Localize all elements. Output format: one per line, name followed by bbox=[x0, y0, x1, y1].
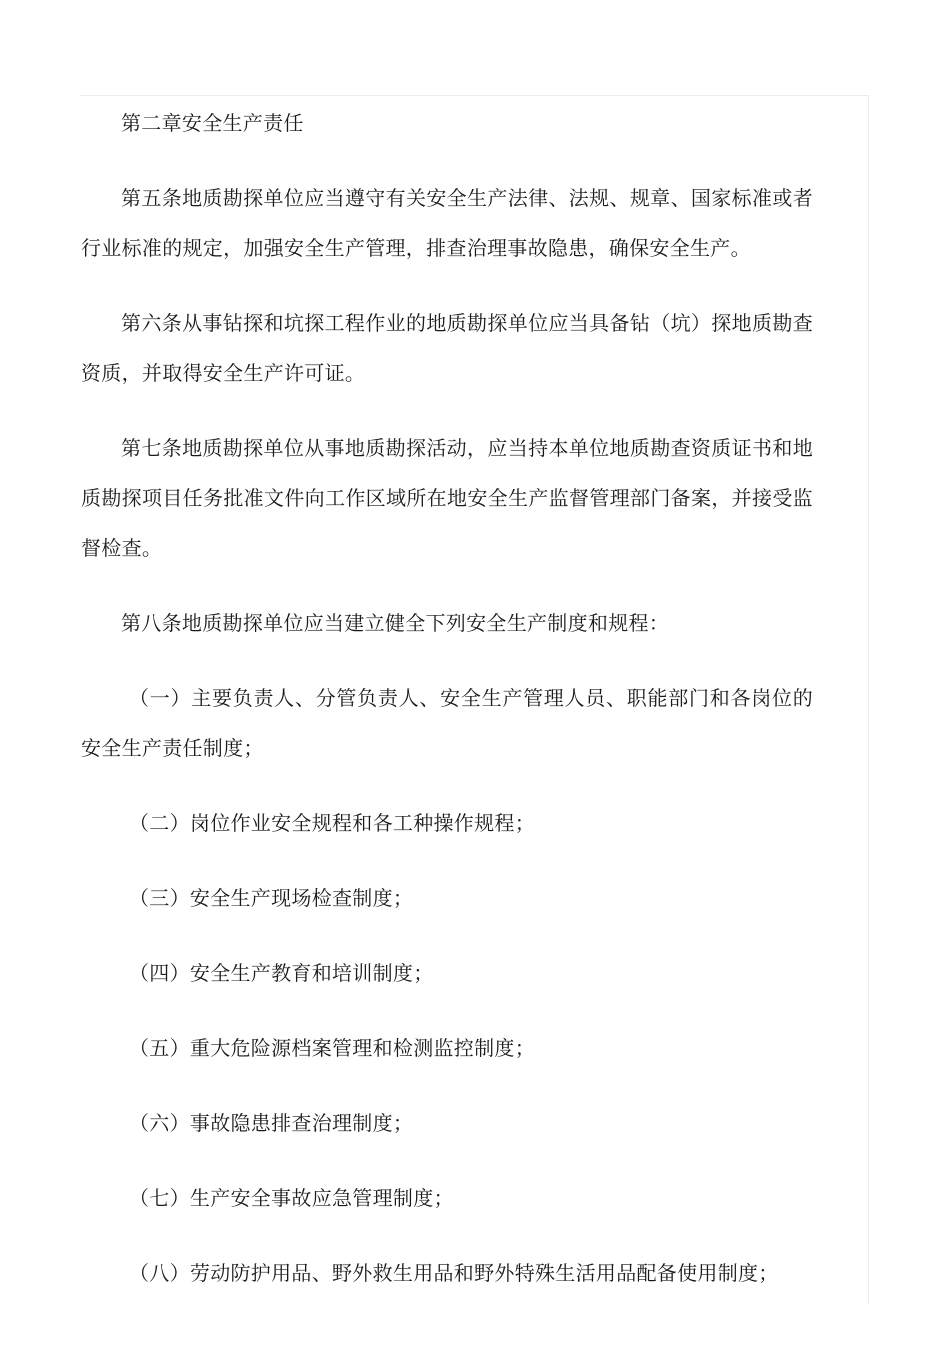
article-8-item-6: （六）事故隐患排查治理制度； bbox=[129, 1111, 414, 1135]
article-8-item-3: （三）安全生产现场检查制度； bbox=[129, 886, 414, 910]
article-6: 第六条从事钻探和坑探工程作业的地质勘探单位应当具备钻（坑）探地质勘查资质，并取得安全生产许可证。 bbox=[81, 311, 813, 385]
document-body bbox=[81, 98, 813, 1298]
article-8-item-7: （七）生产安全事故应急管理制度； bbox=[129, 1186, 454, 1210]
article-8-item-8: （八）劳动防护用品、野外救生用品和野外特殊生活用品配备使用制度； bbox=[129, 1261, 779, 1285]
chapter-title: 第二章安全生产责任 bbox=[121, 111, 304, 135]
article-8-item-4: （四）安全生产教育和培训制度； bbox=[129, 961, 434, 985]
article-7: 第七条地质勘探单位从事地质勘探活动，应当持本单位地质勘查资质证书和地质勘探项目任务批准文件向工作区域所在地安全生产监督管理部门备案，并接受监督检查。 bbox=[81, 436, 813, 560]
article-5: 第五条地质勘探单位应当遵守有关安全生产法律、法规、规章、国家标准或者行业标准的规定，加强安全生产管理，排查治理事故隐患，确保安全生产。 bbox=[81, 186, 813, 260]
article-8-item-5: （五）重大危险源档案管理和检测监控制度； bbox=[129, 1036, 535, 1060]
article-8-item-1: （一）主要负责人、分管负责人、安全生产管理人员、职能部门和各岗位的安全生产责任制度； bbox=[81, 686, 813, 760]
article-8-item-2: （二）岗位作业安全规程和各工种操作规程； bbox=[129, 811, 535, 835]
article-8: 第八条地质勘探单位应当建立健全下列安全生产制度和规程： bbox=[121, 611, 670, 635]
